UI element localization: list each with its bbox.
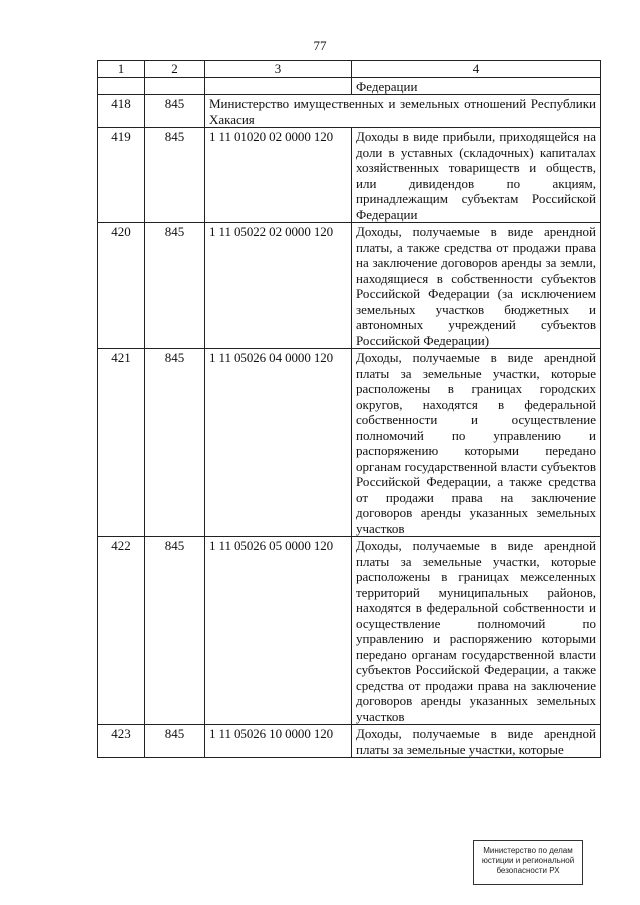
- revenue-code: 1 11 01020 02 0000 120: [205, 128, 352, 223]
- empty-cell: [205, 77, 352, 95]
- revenue-description: Доходы, получаемые в виде арендной платы за земельные участки, которые: [352, 725, 601, 758]
- revenue-description: Доходы, получаемые в виде арендной платы, а также средства от продажи права на заключение договоров аренды за земли, находящиеся в собственности субъектов Российской Федерации (за исключением земельных участков бюджетных и автономных учреждений субъектов Российской Федерации): [352, 223, 601, 349]
- admin-code: 845: [145, 349, 205, 537]
- row-number: 418: [98, 95, 145, 128]
- page-number: 77: [313, 38, 327, 53]
- empty-cell: [98, 77, 145, 95]
- table-row: [98, 223, 601, 349]
- table-row: [98, 128, 601, 223]
- header-cell-4: 4: [352, 61, 601, 78]
- ministry-stamp: [473, 840, 583, 885]
- row-number: 421: [98, 349, 145, 537]
- admin-code: 845: [145, 725, 205, 758]
- header-cell-1: 1: [98, 61, 145, 78]
- table-row: [98, 349, 601, 537]
- row-number: 423: [98, 725, 145, 758]
- revenue-code: 1 11 05026 04 0000 120: [205, 349, 352, 537]
- row-number: 419: [98, 128, 145, 223]
- revenue-code: 1 11 05022 02 0000 120: [205, 223, 352, 349]
- table-row: [98, 725, 601, 758]
- table-row: [98, 95, 601, 128]
- revenue-description: Доходы в виде прибыли, приходящейся на доли в уставных (складочных) капиталах хозяйственных товариществ и обществ, или дивидендов по акциям, принадлежащим субъектам Российской Федерации: [352, 128, 601, 223]
- revenue-description: Доходы, получаемые в виде арендной платы за земельные участки, которые расположены в границах межселенных территорий муниципальных районов, находятся в федеральной собственности и осуществление полномочий по управлению и распоряжению которыми передано органам государственной власти субъектов Российской Федерации, а также средства от продажи права на заключение договоров аренды указанных земельных участков: [352, 537, 601, 725]
- revenue-description: Доходы, получаемые в виде арендной платы за земельные участки, которые расположены в границах городских округов, находятся в федеральной собственности и осуществление полномочий по управлению и распоряжению которыми передано органам государственной власти субъектов Российской Федерации, а также средства от продажи права на заключение договоров аренды указанных земельных участков: [352, 349, 601, 537]
- header-cell-3: 3: [205, 61, 352, 78]
- revenue-table: [97, 60, 601, 758]
- row-number: 420: [98, 223, 145, 349]
- stamp-line: безопасности РХ: [496, 866, 560, 875]
- table-row: [98, 537, 601, 725]
- admin-code: 845: [145, 537, 205, 725]
- header-cell-2: 2: [145, 61, 205, 78]
- admin-code: 845: [145, 128, 205, 223]
- empty-cell: [145, 77, 205, 95]
- table-row-continued: [98, 77, 601, 95]
- continued-text: Федерации: [352, 77, 601, 95]
- table-header-row: [98, 61, 601, 78]
- revenue-code: 1 11 05026 10 0000 120: [205, 725, 352, 758]
- admin-code: 845: [145, 95, 205, 128]
- admin-code: 845: [145, 223, 205, 349]
- revenue-code: 1 11 05026 05 0000 120: [205, 537, 352, 725]
- administrator-name: Министерство имущественных и земельных отношений Республики Хакасия: [205, 95, 601, 128]
- row-number: 422: [98, 537, 145, 725]
- stamp-line: Министерство по делам: [483, 846, 573, 855]
- stamp-line: юстиции и региональной: [481, 856, 575, 865]
